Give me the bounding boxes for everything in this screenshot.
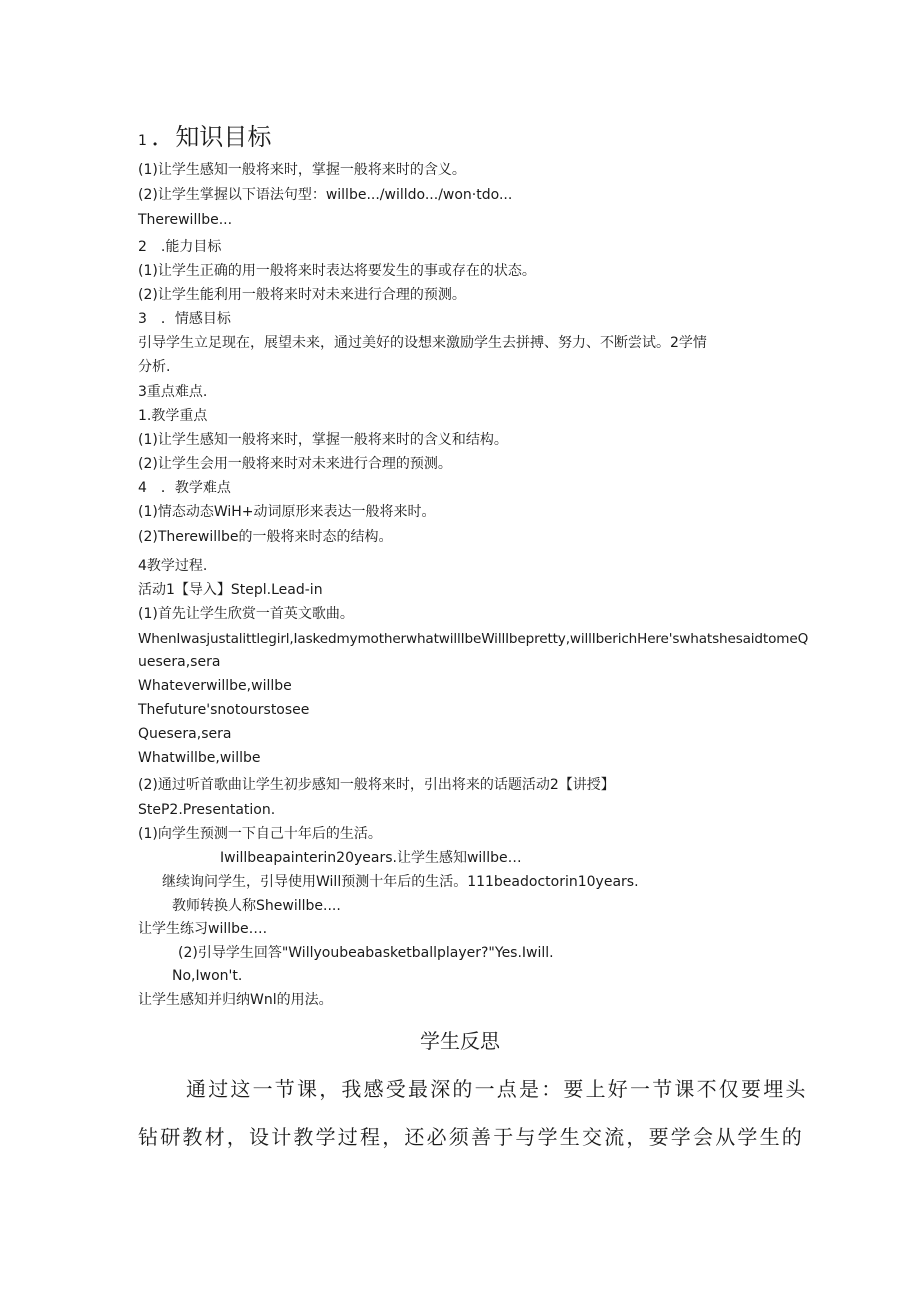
text-line: SteP2.Presentation.: [138, 802, 276, 818]
section-heading: 4教学过程.: [138, 558, 208, 574]
section-heading: 3重点难点.: [138, 384, 208, 400]
text-line: (2)让学生掌握以下语法句型：willbe.../willdo.../won·tdo...: [138, 187, 513, 203]
section-knowledge-heading: [138, 122, 271, 152]
text-line: (2)Therewillbe的一般将来时态的结构。: [138, 529, 393, 545]
song-lyric-line: Whatwillbe,willbe: [138, 750, 261, 766]
text-line: (1)让学生感知一般将来时，掌握一般将来时的含义。: [138, 162, 466, 178]
song-lyric-line: WhenIwasjustalittlegirl,IaskedmymotherwhatwillIbeWillIbepretty,willIberichHere'swhatshesaidtomeQ: [138, 631, 809, 647]
subsection-heading: 1.教学重点: [138, 408, 208, 424]
text-line: 分析.: [138, 359, 171, 375]
text-line: (1)向学生预测一下自己十年后的生活。: [138, 826, 382, 842]
section-heading: 2 .能力目标: [138, 239, 222, 255]
section-heading: 3 ．情感目标: [138, 311, 231, 327]
reflection-title: 学生反思: [420, 1029, 500, 1053]
text-line: (1)情态动态WiH+动词原形来表达一般将来时。: [138, 504, 436, 520]
song-lyric-line: Quesera,sera: [138, 726, 232, 742]
song-lyric-line: uesera,sera: [138, 654, 221, 670]
subsection-heading: 4 ．教学难点: [138, 480, 231, 496]
text-line: 教师转换人称Shewillbe....: [172, 898, 341, 914]
text-line: 让学生练习willbe….: [138, 921, 268, 937]
text-line: 让学生感知并归纳Wnl的用法。: [138, 992, 333, 1008]
reflection-paragraph-line: 通过这一节课，我感受最深的一点是：要上好一节课不仅要埋头: [186, 1077, 808, 1101]
text-line: Iwillbeapainterin20years.让学生感知willbe…: [220, 850, 522, 866]
text-line: (2)让学生会用一般将来时对未来进行合理的预测。: [138, 456, 452, 472]
text-line: (1)让学生感知一般将来时，掌握一般将来时的含义和结构。: [138, 432, 508, 448]
text-line: No,Iwon't.: [172, 968, 243, 984]
text-line: Therewillbe...: [138, 212, 233, 228]
text-line: 引导学生立足现在，展望未来，通过美好的设想来激励学生去拼搏、努力、不断尝试。2学情: [138, 335, 707, 351]
song-lyric-line: Thefuture'snotourstosee: [138, 702, 310, 718]
text-line: (1)首先让学生欣赏一首英文歌曲。: [138, 606, 354, 622]
text-line: (2)让学生能利用一般将来时对未来进行合理的预测。: [138, 287, 466, 303]
text-line: (2)引导学生回答"Willyoubeabasketballplayer?"Yes.Iwill.: [178, 945, 554, 961]
section-title: ．知识目标: [151, 123, 272, 151]
text-line: 活动1【导入】Stepl.Lead-in: [138, 582, 323, 598]
section-number: 1: [138, 133, 147, 149]
text-line: (1)让学生正确的用一般将来时表达将要发生的事或存在的状态。: [138, 263, 536, 279]
text-line: (2)通过听首歌曲让学生初步感知一般将来时，引出将来的话题活动2【讲授】: [138, 777, 615, 793]
song-lyric-line: Whateverwillbe,willbe: [138, 678, 292, 694]
reflection-paragraph-line: 钻研教材，设计教学过程，还必须善于与学生交流，要学会从学生的: [138, 1125, 804, 1149]
text-line: 继续询问学生，引导使用Will预测十年后的生活。111beadoctorin10years.: [162, 874, 639, 890]
